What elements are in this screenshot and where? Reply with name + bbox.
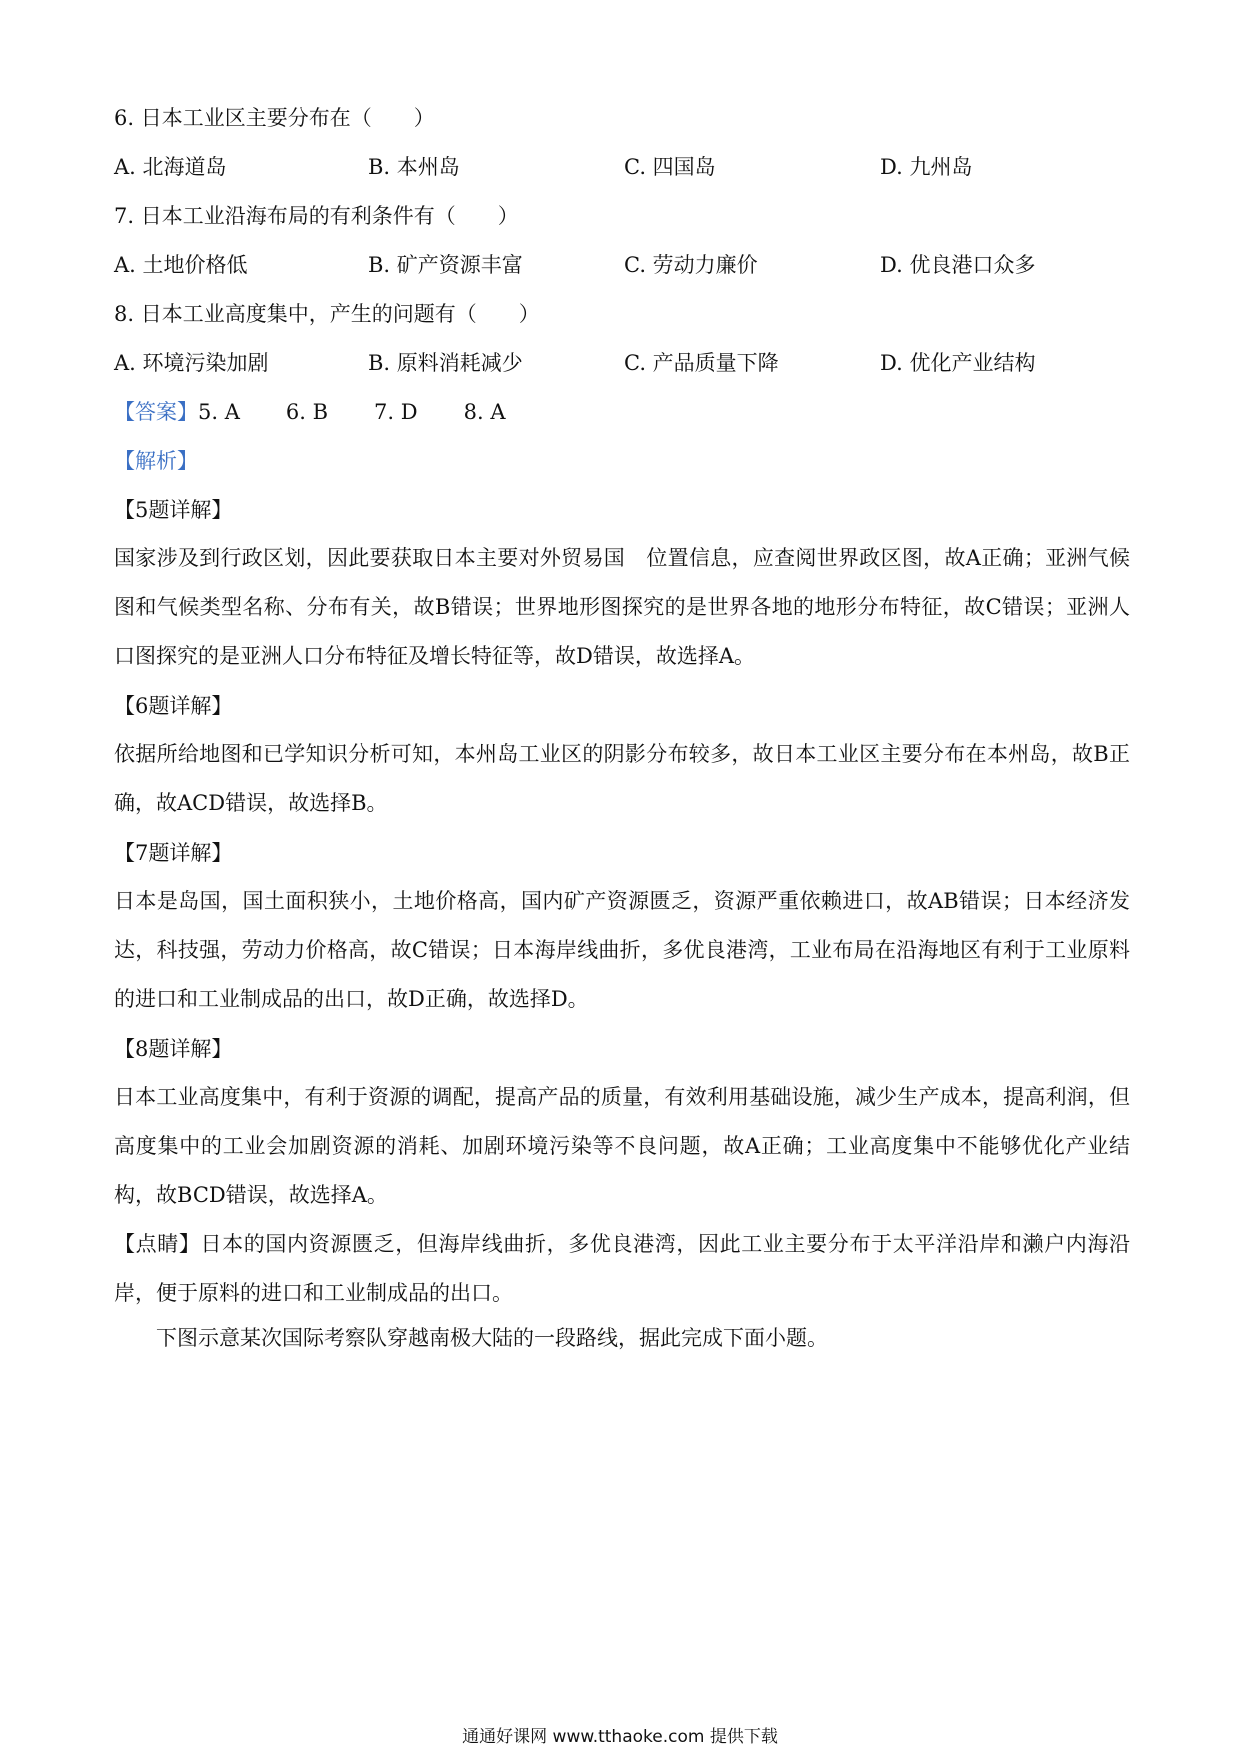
next-question-intro: 下图示意某次国际考察队穿越南极大陆的一段路线，据此完成下面小题。	[156, 1326, 828, 1350]
detail-6-text: 依据所给地图和已学知识分析可知，本州岛工业区的阴影分布较多，故日本工业区主要分布在本州岛，故B正确，故ACD错误，故选择B。	[114, 742, 1130, 815]
detail-5-heading: 【5题详解】	[114, 498, 233, 522]
answer-item: 6. B	[285, 400, 329, 424]
detail-5-text: 国家涉及到行政区划，因此要获取日本主要对外贸易国 位置信息，应查阅世界政区图，故A正确；亚洲气候图和气候类型名称、分布有关，故B错误；世界地形图探究的是世界各地的地形分布特征，故C错误；亚洲人口图探究的是亚洲人口分布特征及增长特征等，故D错误，故选择A。	[114, 546, 1130, 668]
question-8-option-b: B. 原料消耗减少	[368, 351, 523, 375]
pointing-text: 日本的国内资源匮乏，但海岸线曲折，多优良港湾，因此工业主要分布于太平洋沿岸和濑户内海沿岸，便于原料的进口和工业制成品的出口。	[114, 1232, 1131, 1305]
pointing-block	[114, 1220, 1130, 1318]
question-6-option-c: C. 四国岛	[624, 155, 716, 179]
detail-8-text: 日本工业高度集中，有利于资源的调配，提高产品的质量，有效利用基础设施，减少生产成本，提高利润，但高度集中的工业会加剧资源的消耗、加剧环境污染等不良问题，故A正确；工业高度集中不能够优化产业结构，故BCD错误，故选择A。	[114, 1085, 1130, 1207]
question-6-option-b: B. 本州岛	[368, 155, 460, 179]
answer-line	[114, 397, 1130, 427]
question-8-option-c: C. 产品质量下降	[624, 351, 779, 375]
pointing-label: 【点睛】	[114, 1232, 201, 1256]
page-footer: 通通好课网 www.tthaoke.com 提供下载	[462, 1727, 778, 1747]
question-6-option-d: D. 九州岛	[880, 155, 973, 179]
question-6-option-a: A. 北海道岛	[114, 155, 227, 179]
detail-7-text: 日本是岛国，国土面积狭小，土地价格高，国内矿产资源匮乏，资源严重依赖进口，故AB错误；日本经济发达，科技强，劳动力价格高，故C错误；日本海岸线曲折，多优良港湾，工业布局在沿海地区有利于工业原料的进口和工业制成品的出口，故D正确，故选择D。	[114, 889, 1130, 1011]
question-8-option-d: D. 优化产业结构	[880, 351, 1036, 375]
question-6-stem: 6. 日本工业区主要分布在（ ）	[114, 106, 435, 130]
question-7-option-a: A. 土地价格低	[114, 253, 248, 277]
question-7-option-c: C. 劳动力廉价	[624, 253, 758, 277]
answer-item: 7. D	[374, 400, 418, 424]
question-7-option-b: B. 矿产资源丰富	[368, 253, 523, 277]
detail-6-heading: 【6题详解】	[114, 694, 233, 718]
detail-8-heading: 【8题详解】	[114, 1037, 233, 1061]
question-7-option-d: D. 优良港口众多	[880, 253, 1036, 277]
answer-item: 5. A	[198, 400, 240, 424]
question-8-option-a: A. 环境污染加剧	[114, 351, 269, 375]
question-7-stem: 7. 日本工业沿海布局的有利条件有（ ）	[114, 204, 519, 228]
detail-7-heading: 【7题详解】	[114, 841, 233, 865]
analysis-label: 【解析】	[114, 449, 198, 473]
answer-label: 【答案】	[114, 400, 198, 424]
question-8-stem: 8. 日本工业高度集中，产生的问题有（ ）	[114, 302, 540, 326]
answer-item: 8. A	[463, 400, 506, 424]
